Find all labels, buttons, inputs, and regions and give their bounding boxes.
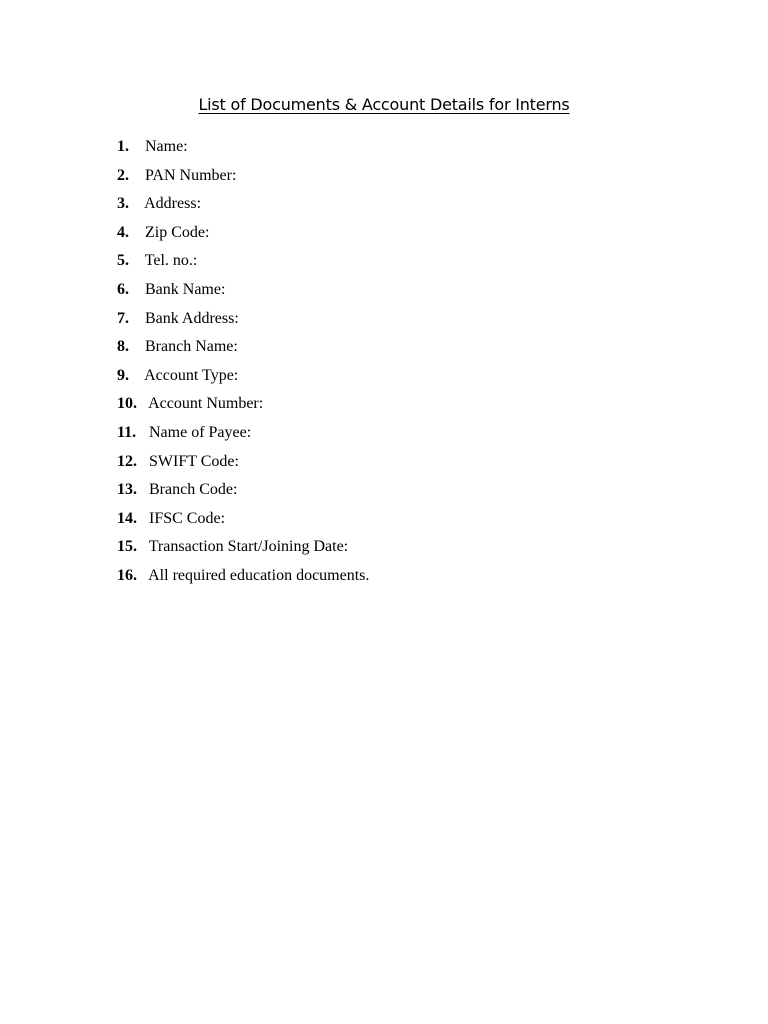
item-number: 4. bbox=[117, 223, 129, 241]
document-title: List of Documents & Account Details for Interns bbox=[198, 95, 570, 114]
list-item bbox=[117, 133, 369, 162]
item-number: 13. bbox=[117, 481, 137, 499]
list-item bbox=[117, 476, 369, 505]
item-number: 16. bbox=[117, 566, 137, 584]
item-text: Transaction Start/Joining Date: bbox=[148, 538, 349, 556]
item-number: 1. bbox=[117, 138, 129, 155]
item-text: Branch Code: bbox=[149, 481, 238, 499]
list-item bbox=[117, 333, 369, 362]
item-number: 14. bbox=[117, 509, 137, 527]
item-number: 10. bbox=[117, 395, 137, 413]
item-number: 12. bbox=[117, 452, 137, 470]
list-item bbox=[117, 562, 369, 591]
item-text: Bank Name: bbox=[145, 280, 226, 298]
item-text: Bank Address: bbox=[145, 309, 239, 327]
item-text: Account Type: bbox=[144, 366, 239, 384]
item-number: 8. bbox=[117, 338, 129, 356]
item-text: All required education documents. bbox=[148, 566, 370, 584]
item-text: SWIFT Code: bbox=[149, 452, 239, 470]
list-item bbox=[117, 448, 369, 477]
item-number: 3. bbox=[117, 195, 129, 213]
list-item bbox=[117, 219, 369, 248]
item-text: Account Number: bbox=[148, 395, 264, 413]
list-item bbox=[117, 276, 369, 305]
item-number: 15. bbox=[117, 538, 137, 556]
list-item bbox=[117, 533, 369, 562]
item-number: 6. bbox=[117, 280, 129, 298]
item-number: 9. bbox=[117, 366, 129, 384]
item-text: Address: bbox=[144, 195, 202, 213]
item-text: Branch Name: bbox=[145, 338, 238, 356]
item-number: 7. bbox=[117, 309, 129, 327]
list-item bbox=[117, 247, 369, 276]
list-item bbox=[117, 419, 369, 448]
list-item bbox=[117, 362, 369, 391]
list-item bbox=[117, 390, 369, 419]
item-text: PAN Number: bbox=[145, 166, 237, 184]
item-number: 2. bbox=[117, 166, 129, 184]
list-item bbox=[117, 190, 369, 219]
item-number: 11. bbox=[117, 423, 137, 441]
item-text: Name of Payee: bbox=[149, 423, 252, 441]
list-item bbox=[117, 305, 369, 334]
list-item bbox=[117, 505, 369, 534]
list-item bbox=[117, 162, 369, 191]
item-text: IFSC Code: bbox=[149, 509, 226, 527]
item-text: Zip Code: bbox=[145, 223, 210, 241]
item-text: Tel. no.: bbox=[144, 252, 198, 270]
item-text: Name: bbox=[145, 138, 188, 155]
item-number: 5. bbox=[117, 252, 129, 270]
requirements-list bbox=[117, 133, 369, 591]
